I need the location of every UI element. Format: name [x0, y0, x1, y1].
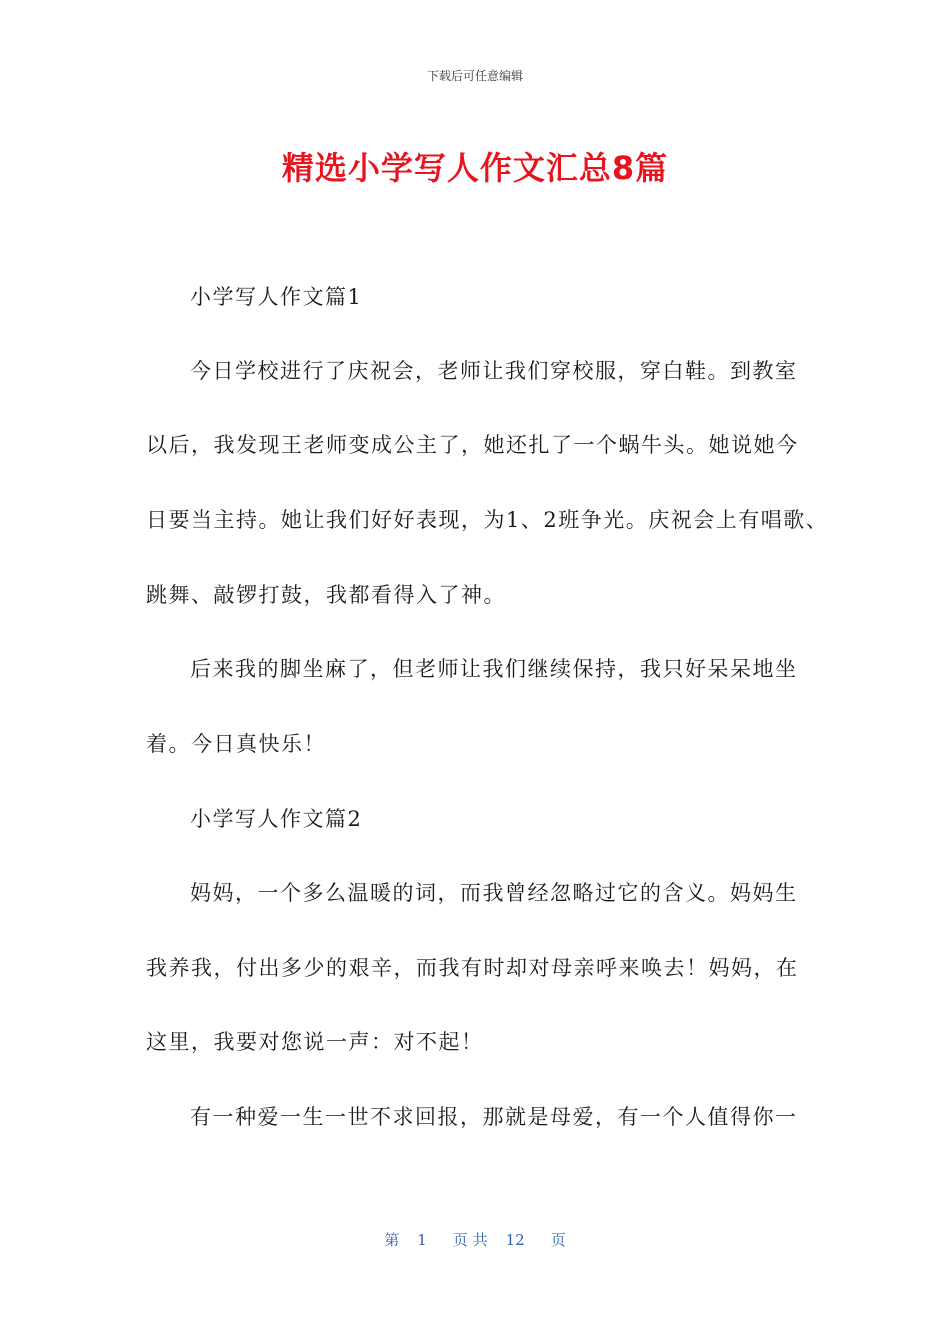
- page-mid: 页 共: [452, 1231, 488, 1249]
- paragraph-line: 这里，我要对您说一声：对不起！: [146, 1030, 484, 1054]
- total-pages: 12: [505, 1231, 525, 1249]
- page-suffix: 页: [550, 1231, 566, 1249]
- paragraph-line: 有一种爱一生一世不求回报，那就是母爱，有一个人值得你一: [190, 1105, 798, 1129]
- paragraph-line: 我养我，付出多少的艰辛，而我有时却对母亲呼来唤去！妈妈，在: [146, 956, 799, 980]
- paragraph-line: 以后，我发现王老师变成公主了，她还扎了一个蜗牛头。她说她今: [146, 433, 799, 457]
- section-heading: 小学写人作文篇1: [190, 285, 363, 309]
- paragraph-line: 日要当主持。她让我们好好表现，为1、2班争光。庆祝会上有唱歌、: [146, 508, 829, 532]
- header-note: 下载后可任意编辑: [426, 69, 523, 83]
- document-title: 精选小学写人作文汇总8篇: [281, 149, 669, 187]
- paragraph-line: 妈妈，一个多么温暖的词，而我曾经忽略过它的含义。妈妈生: [190, 881, 798, 905]
- paragraph-line: 着。今日真快乐！: [146, 732, 326, 756]
- page-prefix: 第: [384, 1231, 400, 1249]
- paragraph-line: 今日学校进行了庆祝会，老师让我们穿校服，穿白鞋。到教室: [190, 359, 798, 383]
- paragraph-line: 跳舞、敲锣打鼓，我都看得入了神。: [146, 583, 506, 607]
- paragraph-line: 后来我的脚坐麻了，但老师让我们继续保持，我只好呆呆地坐: [190, 657, 798, 681]
- page-number: 1: [417, 1231, 427, 1249]
- page-footer: [0, 1229, 950, 1250]
- section-heading: 小学写人作文篇2: [190, 807, 363, 831]
